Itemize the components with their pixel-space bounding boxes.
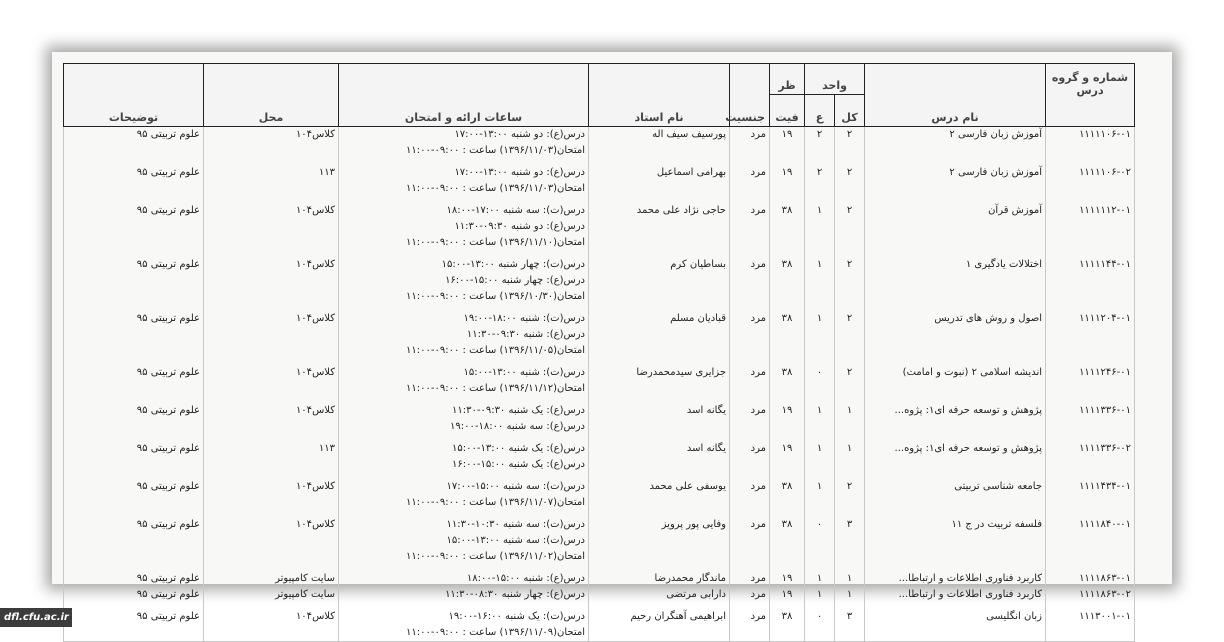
gender-cell: مرد	[730, 311, 770, 365]
gender-cell: مرد	[730, 203, 770, 257]
schedule-line: درس(ت): چهار شنبه ۱۳:۰۰-۱۵:۰۰	[441, 259, 585, 270]
capacity-cell: ۳۸	[770, 479, 805, 517]
gender-cell: مرد	[730, 403, 770, 441]
unit-practical-cell: ۱	[805, 479, 835, 517]
course-name-cell: اصول و روش های تدریس	[865, 311, 1046, 365]
schedule-line: امتحان(۱۳۹۶/۱۱/۱۰) ساعت : ۰۹:۰۰-۱۱:۰۰	[406, 237, 585, 248]
header-location: محل	[204, 64, 339, 127]
header-unit-practical: ع	[805, 95, 835, 127]
unit-practical-cell: ۱	[805, 257, 835, 311]
course-name-cell: اختلالات یادگیری ۱	[865, 257, 1046, 311]
header-name: نام درس	[865, 64, 1046, 127]
header-unit-group: واحد	[805, 64, 865, 95]
capacity-cell: ۱۹	[770, 165, 805, 203]
gender-cell: مرد	[730, 165, 770, 203]
notes-cell: علوم تربیتی ۹۵	[64, 127, 204, 166]
location-cell: کلاس۱۰۴	[204, 311, 339, 365]
gender-cell: مرد	[730, 587, 770, 609]
schedule-line: درس(ت): شنبه ۱۳:۰۰-۱۵:۰۰	[463, 367, 585, 378]
notes-cell: علوم تربیتی ۹۵	[64, 311, 204, 365]
capacity-cell: ۳۸	[770, 517, 805, 571]
unit-practical-cell: ۱	[805, 571, 835, 587]
teacher-cell: یگانه اسد	[589, 403, 730, 441]
course-code-cell: ۱۱۱۱۱۰۶-۰۱	[1046, 127, 1135, 166]
notes-cell: علوم تربیتی ۹۵	[64, 365, 204, 403]
location-cell: کلاس۱۰۴	[204, 365, 339, 403]
schedule-cell	[339, 257, 589, 311]
notes-cell: علوم تربیتی ۹۵	[64, 587, 204, 609]
location-cell: کلاس۱۰۴	[204, 517, 339, 571]
schedule-cell	[339, 403, 589, 441]
unit-total-cell: ۲	[835, 365, 865, 403]
notes-cell: علوم تربیتی ۹۵	[64, 479, 204, 517]
capacity-cell: ۱۹	[770, 127, 805, 166]
location-cell: سایت کامپیوتر	[204, 587, 339, 609]
header-capacity: فیت	[770, 95, 805, 127]
teacher-cell: ماندگار محمدرضا	[589, 571, 730, 587]
schedule-line: درس(ت): شنبه ۱۸:۰۰-۱۹:۰۰	[463, 313, 585, 324]
unit-total-cell: ۲	[835, 127, 865, 166]
course-code-cell: ۱۱۱۱۴۳۴-۰۱	[1046, 479, 1135, 517]
header-capacity-group: ظر	[770, 64, 805, 95]
schedule-line: درس(ع): دو شنبه ۰۹:۳۰-۱۱:۳۰	[454, 221, 585, 232]
schedule-line: درس(ع): دو شنبه ۱۳:۰۰-۱۷:۰۰	[454, 167, 585, 178]
schedule-cell	[339, 609, 589, 642]
course-name-cell: آموزش زبان فارسی ۲	[865, 165, 1046, 203]
header-gender: جنسیت	[730, 64, 770, 127]
unit-total-cell: ۲	[835, 311, 865, 365]
capacity-cell: ۳۸	[770, 257, 805, 311]
course-code-cell: ۱۱۱۱۲۴۶-۰۱	[1046, 365, 1135, 403]
course-code-cell: ۱۱۱۱۱۱۲-۰۱	[1046, 203, 1135, 257]
unit-total-cell: ۲	[835, 257, 865, 311]
gender-cell: مرد	[730, 127, 770, 166]
table-row	[64, 403, 1135, 441]
location-cell: ۱۱۳	[204, 441, 339, 479]
course-name-cell: آموزش زبان فارسی ۲	[865, 127, 1046, 166]
header-code: شماره و گروه درس	[1046, 64, 1135, 127]
table-row	[64, 311, 1135, 365]
schedule-cell	[339, 365, 589, 403]
teacher-cell: پورسیف سیف اله	[589, 127, 730, 166]
teacher-cell: وفایی پور پرویز	[589, 517, 730, 571]
notes-cell: علوم تربیتی ۹۵	[64, 441, 204, 479]
capacity-cell: ۱۹	[770, 571, 805, 587]
report-sheet	[52, 52, 1172, 638]
schedule-line: درس(ت): سه شنبه ۱۵:۰۰-۱۷:۰۰	[446, 481, 585, 492]
table-row	[64, 609, 1135, 642]
table-row	[64, 587, 1135, 609]
course-code-cell: ۱۱۱۱۱۰۶-۰۲	[1046, 165, 1135, 203]
teacher-cell: بهرامی اسماعیل	[589, 165, 730, 203]
schedule-line: درس(ت): سه شنبه ۱۳:۰۰-۱۵:۰۰	[446, 535, 585, 546]
capacity-cell: ۳۸	[770, 203, 805, 257]
header-notes: توضیحات	[64, 64, 204, 127]
course-code-cell: ۱۱۱۱۳۳۶-۰۲	[1046, 441, 1135, 479]
table-header	[64, 64, 1135, 127]
course-code-cell: ۱۱۱۱۸۴۰-۰۱	[1046, 517, 1135, 571]
table-row	[64, 257, 1135, 311]
course-code-cell: ۱۱۱۱۲۰۴-۰۱	[1046, 311, 1135, 365]
schedule-line: درس(ت): یک شنبه ۱۶:۰۰-۱۹:۰۰	[448, 611, 585, 622]
location-cell: کلاس۱۰۴	[204, 203, 339, 257]
course-name-cell: زبان انگلیسی	[865, 609, 1046, 642]
location-cell: کلاس۱۰۴	[204, 479, 339, 517]
schedule-line: درس(ت): سه شنبه ۱۰:۳۰-۱۱:۳۰	[446, 519, 585, 530]
unit-total-cell: ۳	[835, 517, 865, 571]
teacher-cell: ابراهیمی آهنگران رحیم	[589, 609, 730, 642]
table-row	[64, 441, 1135, 479]
gender-cell: مرد	[730, 479, 770, 517]
capacity-cell: ۱۹	[770, 403, 805, 441]
unit-practical-cell: ۱	[805, 587, 835, 609]
location-cell: کلاس۱۰۴	[204, 127, 339, 166]
teacher-cell: جزایری سیدمحمدرضا	[589, 365, 730, 403]
schedule-cell	[339, 587, 589, 609]
unit-practical-cell: ۰	[805, 365, 835, 403]
schedule-cell	[339, 165, 589, 203]
table-body	[64, 127, 1135, 642]
schedule-line: درس(ع): یک شنبه ۱۵:۰۰-۱۶:۰۰	[451, 459, 585, 470]
schedule-cell	[339, 203, 589, 257]
schedule-line: درس(ع): شنبه ۰۹:۳۰-۱۱:۳۰	[466, 329, 585, 340]
notes-cell: علوم تربیتی ۹۵	[64, 203, 204, 257]
unit-practical-cell: ۱	[805, 311, 835, 365]
unit-total-cell: ۲	[835, 165, 865, 203]
schedule-line: درس(ع): شنبه ۱۵:۰۰-۱۸:۰۰	[466, 573, 585, 584]
table-row	[64, 571, 1135, 587]
header-teacher: نام استاد	[589, 64, 730, 127]
course-name-cell: پژوهش و توسعه حرفه ای۱: پژوه...	[865, 403, 1046, 441]
schedule-line: درس(ع): دو شنبه ۱۳:۰۰-۱۷:۰۰	[454, 129, 585, 140]
notes-cell: علوم تربیتی ۹۵	[64, 517, 204, 571]
location-cell: کلاس۱۰۴	[204, 257, 339, 311]
gender-cell: مرد	[730, 365, 770, 403]
teacher-cell: حاجی نژاد علی محمد	[589, 203, 730, 257]
course-name-cell: اندیشه اسلامی ۲ (نبوت و امامت)	[865, 365, 1046, 403]
schedule-line: امتحان(۱۳۹۶/۱۱/۰۷) ساعت : ۰۹:۰۰-۱۱:۰۰	[406, 497, 585, 508]
schedule-cell	[339, 127, 589, 166]
course-code-cell: ۱۱۱۱۳۳۶-۰۱	[1046, 403, 1135, 441]
capacity-cell: ۱۹	[770, 587, 805, 609]
schedule-line: درس(ع): چهار شنبه ۰۸:۳۰-۱۱:۳۰	[445, 589, 585, 600]
course-code-cell: ۱۱۱۱۸۶۳-۰۲	[1046, 587, 1135, 609]
location-cell: کلاس۱۰۴	[204, 403, 339, 441]
site-watermark: dfl.cfu.ac.ir	[0, 608, 72, 627]
gender-cell: مرد	[730, 609, 770, 642]
teacher-cell: یگانه اسد	[589, 441, 730, 479]
schedule-line: امتحان(۱۳۹۶/۱۱/۰۹) ساعت : ۰۹:۰۰-۱۱:۰۰	[406, 627, 585, 638]
capacity-cell: ۳۸	[770, 609, 805, 642]
schedule-line: درس(ت): سه شنبه ۱۷:۰۰-۱۸:۰۰	[446, 205, 585, 216]
capacity-cell: ۱۹	[770, 441, 805, 479]
unit-total-cell: ۱	[835, 587, 865, 609]
gender-cell: مرد	[730, 517, 770, 571]
schedule-cell	[339, 311, 589, 365]
unit-total-cell: ۲	[835, 479, 865, 517]
header-unit-total: کل	[835, 95, 865, 127]
schedule-line: درس(ع): یک شنبه ۰۹:۳۰-۱۱:۳۰	[451, 405, 585, 416]
schedule-cell	[339, 479, 589, 517]
unit-total-cell: ۱	[835, 403, 865, 441]
unit-total-cell: ۳	[835, 609, 865, 642]
schedule-line: امتحان(۱۳۹۶/۱۱/۰۵) ساعت : ۰۹:۰۰-۱۱:۰۰	[406, 345, 585, 356]
teacher-cell: بساطیان کرم	[589, 257, 730, 311]
location-cell: ۱۱۳	[204, 165, 339, 203]
notes-cell: علوم تربیتی ۹۵	[64, 403, 204, 441]
capacity-cell: ۳۸	[770, 311, 805, 365]
notes-cell: علوم تربیتی ۹۵	[64, 257, 204, 311]
course-name-cell: پژوهش و توسعه حرفه ای۱: پژوه...	[865, 441, 1046, 479]
schedule-line: امتحان(۱۳۹۶/۱۱/۰۳) ساعت : ۰۹:۰۰-۱۱:۰۰	[406, 183, 585, 194]
teacher-cell: دارابی مرتضی	[589, 587, 730, 609]
notes-cell: علوم تربیتی ۹۵	[64, 571, 204, 587]
notes-cell: علوم تربیتی ۹۵	[64, 165, 204, 203]
header-schedule: ساعات ارائه و امتحان	[339, 64, 589, 127]
table-row	[64, 165, 1135, 203]
schedule-line: امتحان(۱۳۹۶/۱۱/۰۳) ساعت : ۰۹:۰۰-۱۱:۰۰	[406, 145, 585, 156]
course-code-cell: ۱۱۱۳۰۰۱-۰۱	[1046, 609, 1135, 642]
unit-practical-cell: ۱	[805, 403, 835, 441]
table-row	[64, 127, 1135, 166]
location-cell: سایت کامپیوتر	[204, 571, 339, 587]
schedule-cell	[339, 441, 589, 479]
course-name-cell: کاربرد فناوری اطلاعات و ارتباطا...	[865, 587, 1046, 609]
unit-practical-cell: ۲	[805, 165, 835, 203]
unit-total-cell: ۱	[835, 571, 865, 587]
gender-cell: مرد	[730, 257, 770, 311]
table-row	[64, 203, 1135, 257]
course-code-cell: ۱۱۱۱۸۶۳-۰۱	[1046, 571, 1135, 587]
location-cell: کلاس۱۰۴	[204, 609, 339, 642]
course-name-cell: آموزش قرآن	[865, 203, 1046, 257]
gender-cell: مرد	[730, 571, 770, 587]
schedule-cell	[339, 571, 589, 587]
course-code-cell: ۱۱۱۱۱۴۴-۰۱	[1046, 257, 1135, 311]
unit-practical-cell: ۱	[805, 203, 835, 257]
schedule-line: امتحان(۱۳۹۶/۱۱/۱۲) ساعت : ۰۹:۰۰-۱۱:۰۰	[406, 383, 585, 394]
notes-cell: علوم تربیتی ۹۵	[64, 609, 204, 642]
unit-total-cell: ۲	[835, 203, 865, 257]
unit-total-cell: ۱	[835, 441, 865, 479]
unit-practical-cell: ۱	[805, 441, 835, 479]
course-table	[63, 63, 1135, 642]
schedule-line: امتحان(۱۳۹۶/۱۱/۰۲) ساعت : ۰۹:۰۰-۱۱:۰۰	[406, 551, 585, 562]
gender-cell: مرد	[730, 441, 770, 479]
teacher-cell: یوسفی علی محمد	[589, 479, 730, 517]
unit-practical-cell: ۰	[805, 609, 835, 642]
schedule-line: درس(ع): یک شنبه ۱۳:۰۰-۱۵:۰۰	[451, 443, 585, 454]
schedule-line: امتحان(۱۳۹۶/۱۰/۳۰) ساعت : ۰۹:۰۰-۱۱:۰۰	[406, 291, 585, 302]
schedule-cell	[339, 517, 589, 571]
table-row	[64, 479, 1135, 517]
unit-practical-cell: ۲	[805, 127, 835, 166]
teacher-cell: قبادیان مسلم	[589, 311, 730, 365]
course-name-cell: فلسفه تربیت در ج ۱۱	[865, 517, 1046, 571]
capacity-cell: ۳۸	[770, 365, 805, 403]
schedule-line: درس(ع): چهار شنبه ۱۵:۰۰-۱۶:۰۰	[445, 275, 585, 286]
table-row	[64, 517, 1135, 571]
course-name-cell: جامعه شناسی تربیتی	[865, 479, 1046, 517]
course-name-cell: کاربرد فناوری اطلاعات و ارتباطا...	[865, 571, 1046, 587]
table-row	[64, 365, 1135, 403]
schedule-line: درس(ع): سه شنبه ۱۸:۰۰-۱۹:۰۰	[449, 421, 585, 432]
unit-practical-cell: ۰	[805, 517, 835, 571]
